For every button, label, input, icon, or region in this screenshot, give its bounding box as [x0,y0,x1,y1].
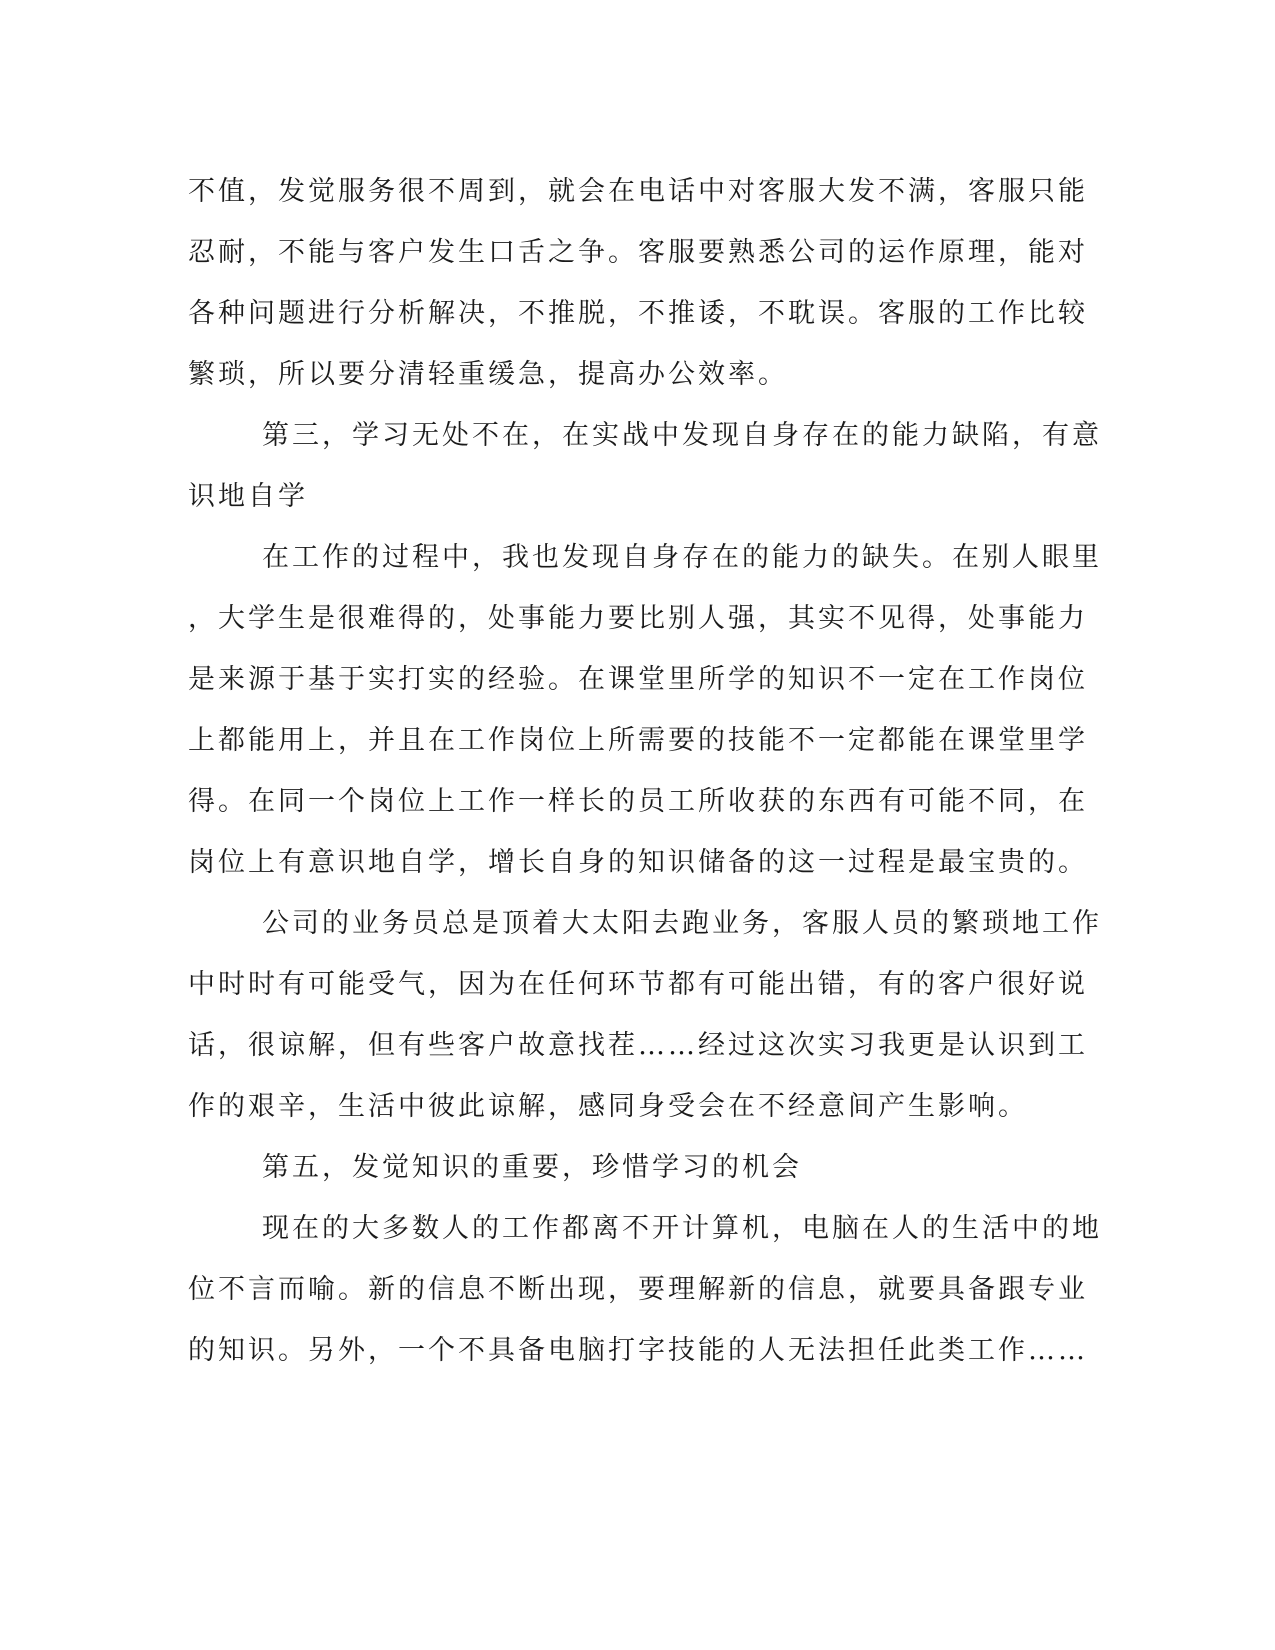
text-line: ，大学生是很难得的，处事能力要比别人强，其实不见得，处事能力 [188,603,1088,634]
text-line: 繁琐，所以要分清轻重缓急，提高办公效率。 [188,359,788,390]
text-line: 在工作的过程中，我也发现自身存在的能力的缺失。在别人眼里 [262,542,1102,573]
text-line: 的知识。另外，一个不具备电脑打字技能的人无法担任此类工作…… [188,1335,1088,1366]
text-line: 位不言而喻。新的信息不断出现，要理解新的信息，就要具备跟专业 [188,1274,1088,1305]
text-line: 岗位上有意识地自学，增长自身的知识储备的这一过程是最宝贵的。 [188,847,1088,878]
text-line: 公司的业务员总是顶着大太阳去跑业务，客服人员的繁琐地工作 [262,908,1102,939]
text-line: 现在的大多数人的工作都离不开计算机，电脑在人的生活中的地 [262,1213,1102,1244]
section-heading-three: 第三，学习无处不在，在实战中发现自身存在的能力缺陷，有意 [262,420,1102,451]
text-line: 中时时有可能受气，因为在任何环节都有可能出错，有的客户很好说 [188,969,1088,1000]
text-line: 识地自学 [188,481,308,512]
text-line: 上都能用上，并且在工作岗位上所需要的技能不一定都能在课堂里学 [188,725,1088,756]
text-line: 不值，发觉服务很不周到，就会在电话中对客服大发不满，客服只能 [188,176,1088,207]
text-line: 作的艰辛，生活中彼此谅解，感同身受会在不经意间产生影响。 [188,1091,1028,1122]
text-line: 得。在同一个岗位上工作一样长的员工所收获的东西有可能不同，在 [188,786,1088,817]
text-line: 话，很谅解，但有些客户故意找茬……经过这次实习我更是认识到工 [188,1030,1088,1061]
text-line: 忍耐，不能与客户发生口舌之争。客服要熟悉公司的运作原理，能对 [188,237,1088,268]
section-heading-five: 第五，发觉知识的重要，珍惜学习的机会 [262,1152,802,1183]
text-line: 是来源于基于实打实的经验。在课堂里所学的知识不一定在工作岗位 [188,664,1088,695]
text-line: 各种问题进行分析解决，不推脱，不推诿，不耽误。客服的工作比较 [188,298,1088,329]
body-text [188,161,1102,1381]
